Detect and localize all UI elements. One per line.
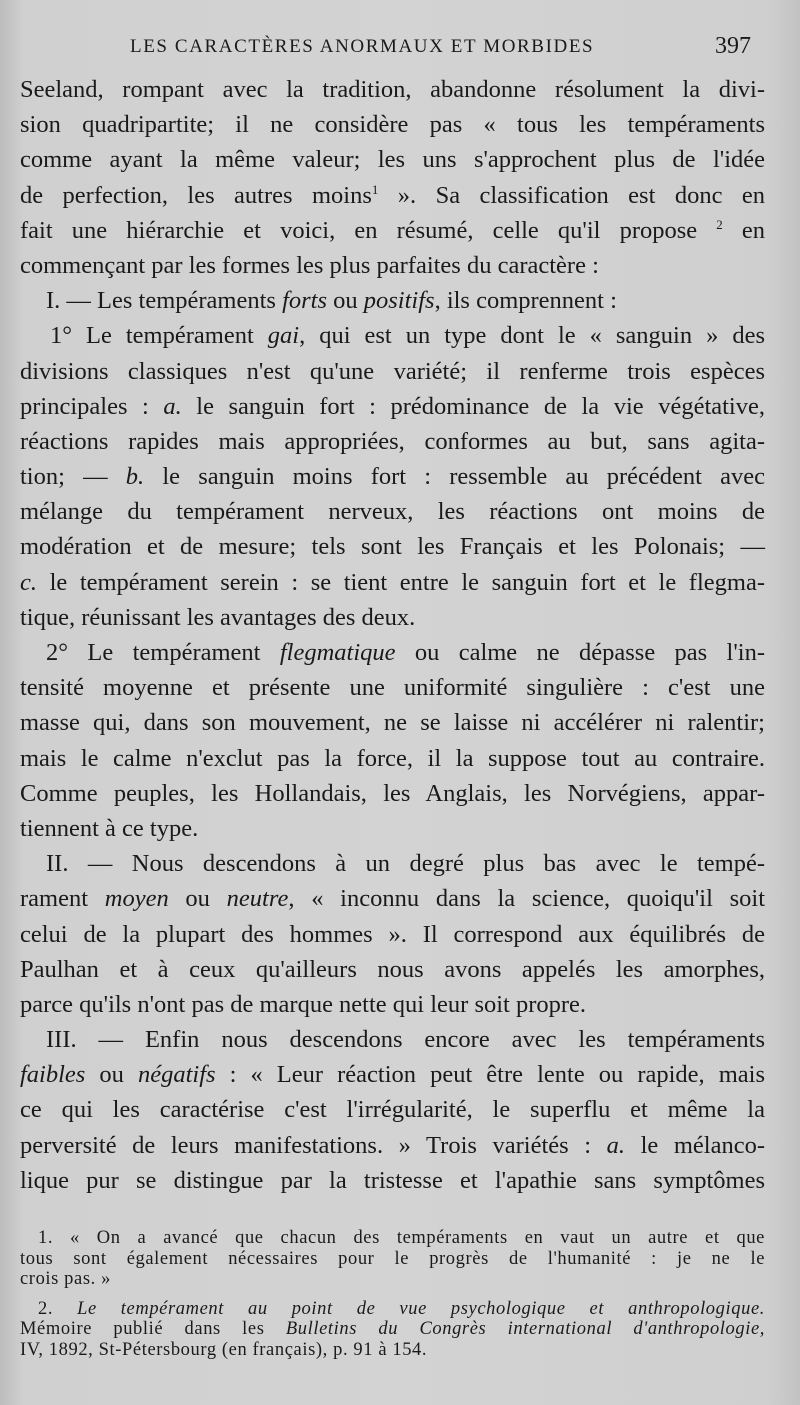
text-line: mélange du tempérament nerveux, les réactions ont moins de	[20, 498, 765, 526]
section-heading-III: III. — Enfin nous descendons encore avec les tempéraments	[46, 1026, 765, 1054]
text-line: 2° Le tempérament flegmatique ou calme ne dépasse pas l'in-	[46, 639, 765, 666]
text-line: tique, réunissant les avantages des deux.	[20, 603, 416, 631]
footnote-1-line: tous sont également nécessaires pour le progrès de l'humanité : je ne le	[20, 1248, 765, 1269]
text-line: Paulhan et à ceux qu'ailleurs nous avons appelés les amorphes,	[20, 955, 765, 983]
text-line: réactions rapides mais appropriées, conformes au but, sans agita-	[20, 427, 765, 455]
text-line: comme ayant la même valeur; les uns s'approchent plus de l'idée	[20, 146, 765, 174]
text-line: ce qui les caractérise c'est l'irrégularité, le superflu et même la	[20, 1096, 765, 1124]
text-line: tensité moyenne et présente une uniformité singulière : c'est une	[20, 674, 765, 702]
section-heading-II: II. — Nous descendons à un degré plus bas avec le tempé-	[46, 850, 765, 878]
text-line: c. le tempérament serein : se tient entre le sanguin fort et le flegma-	[20, 568, 765, 596]
footnote-2-line: Mémoire publié dans les Bulletins du Congrès international d'anthropologie,	[20, 1319, 766, 1340]
text-line: Seeland, rompant avec la tradition, abandonne résolument la divi-	[20, 76, 765, 103]
text-line: modération et de mesure; tels sont les Français et les Polonais; —	[20, 533, 765, 561]
footnote-1-line: crois pas. »	[20, 1269, 111, 1290]
footnotes	[20, 1228, 765, 1361]
text-line: masse qui, dans son mouvement, ne se laisse ni accélérer ni ralentir;	[20, 709, 765, 737]
text-line: tiennent à ce type.	[20, 814, 199, 842]
footnote-1-line: 1. « On a avancé que chacun des tempéraments en vaut un autre et que	[38, 1228, 765, 1248]
text-line: de perfection, les autres moins$^1$ ». Sa classification est donc en	[20, 181, 765, 209]
text-line: commençant par les formes les plus parfaites du caractère :	[20, 251, 599, 279]
text-line: fait une hiérarchie et voici, en résumé, celle qu'il propose $^2$ en	[20, 216, 766, 244]
text-line: celui de la plupart des hommes ». Il correspond aux équilibrés de	[20, 920, 765, 948]
text-line: parce qu'ils n'ont pas de marque nette qui leur soit propre.	[20, 990, 587, 1018]
page-number: 397	[715, 33, 751, 59]
running-title: LES CARACTÈRES ANORMAUX ET MORBIDES	[130, 36, 595, 57]
text-line: sion quadripartite; il ne considère pas « tous les tempéraments	[20, 111, 765, 139]
text-line: perversité de leurs manifestations. » Trois variétés : a. le mélanco-	[20, 1131, 766, 1159]
text-line: faibles ou négatifs : « Leur réaction peut être lente ou rapide, mais	[20, 1061, 765, 1089]
section-heading-I: I. — Les tempéraments forts ou positifs, ils comprennent :	[46, 287, 617, 315]
page-header	[20, 33, 765, 66]
text-line: Comme peuples, les Hollandais, les Anglais, les Norvégiens, appar-	[20, 779, 765, 807]
footnote-ref-1: 1	[371, 181, 379, 197]
text-line: lique pur se distingue par la tristesse et l'apathie sans symptômes	[20, 1166, 765, 1194]
footnote-2-line: 2. Le tempérament au point de vue psychologique et anthropologique.	[38, 1298, 765, 1319]
text-line: divisions classiques n'est qu'une variété; il renferme trois espèces	[20, 357, 765, 385]
footnote-2-line: IV, 1892, St-Pétersbourg (en français), p. 91 à 154.	[20, 1339, 428, 1360]
text-line: 1° Le tempérament gai, qui est un type dont le « sanguin » des	[50, 322, 765, 350]
text-line: principales : a. le sanguin fort : prédominance de la vie végétative,	[20, 392, 765, 420]
body-text	[20, 72, 765, 1198]
text-line: tion; — b. le sanguin moins fort : ressemble au précédent avec	[20, 463, 765, 491]
footnote-ref-2: 2	[716, 216, 723, 232]
text-line: mais le calme n'exclut pas la force, il la suppose tout au contraire.	[20, 744, 765, 772]
text-line: rament moyen ou neutre, « inconnu dans la science, quoiqu'il soit	[20, 885, 766, 913]
